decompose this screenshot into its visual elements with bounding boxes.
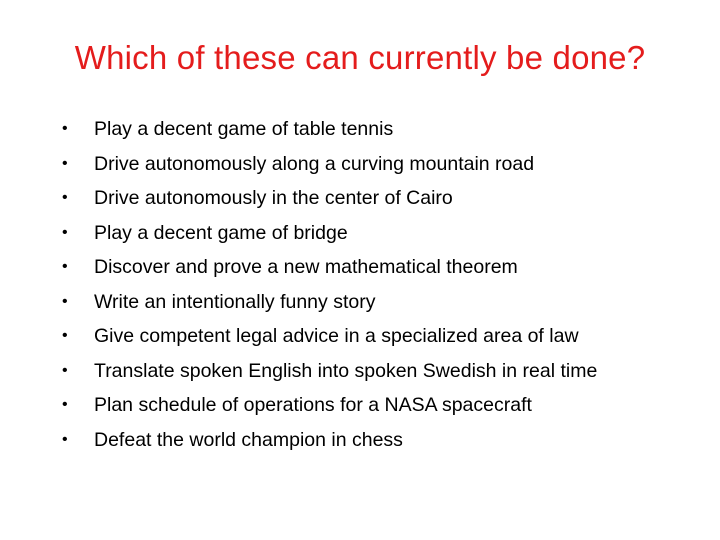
list-item <box>62 147 597 182</box>
list-item <box>62 216 597 251</box>
list-item-text: Drive autonomously along a curving mountain road <box>94 152 535 175</box>
list-item-text: Play a decent game of table tennis <box>94 118 394 140</box>
list-item-text: Discover and prove a new mathematical theorem <box>94 256 518 278</box>
list-item-text: Translate spoken English into spoken Swedish in real time <box>94 359 598 382</box>
list-item <box>62 181 597 216</box>
bullet-icon: • <box>62 430 68 448</box>
list-item-text: Write an intentionally funny story <box>94 290 376 313</box>
bullet-icon: • <box>62 396 68 413</box>
list-item-text: Plan schedule of operations for a NASA spacecraft <box>94 394 532 416</box>
bullet-list <box>62 112 597 457</box>
bullet-icon: • <box>62 154 68 172</box>
list-item-text: Give competent legal advice in a specialized area of law <box>94 325 579 347</box>
list-item <box>62 112 597 147</box>
list-item-text: Drive autonomously in the center of Cairo <box>94 187 453 209</box>
bullet-icon: • <box>62 223 68 241</box>
bullet-icon: • <box>62 327 68 344</box>
list-item <box>62 319 597 354</box>
list-item <box>62 423 597 458</box>
list-item-text: Defeat the world champion in chess <box>94 428 403 451</box>
list-item <box>62 388 597 423</box>
slide-title: Which of these can currently be done? <box>74 39 646 76</box>
bullet-icon: • <box>62 120 68 137</box>
list-item-text: Play a decent game of bridge <box>94 221 348 244</box>
list-item <box>62 354 597 389</box>
list-item <box>62 285 597 320</box>
bullet-icon: • <box>62 258 68 275</box>
bullet-icon: • <box>62 189 68 206</box>
list-item <box>62 250 597 285</box>
bullet-icon: • <box>62 361 68 379</box>
bullet-icon: • <box>62 292 68 310</box>
